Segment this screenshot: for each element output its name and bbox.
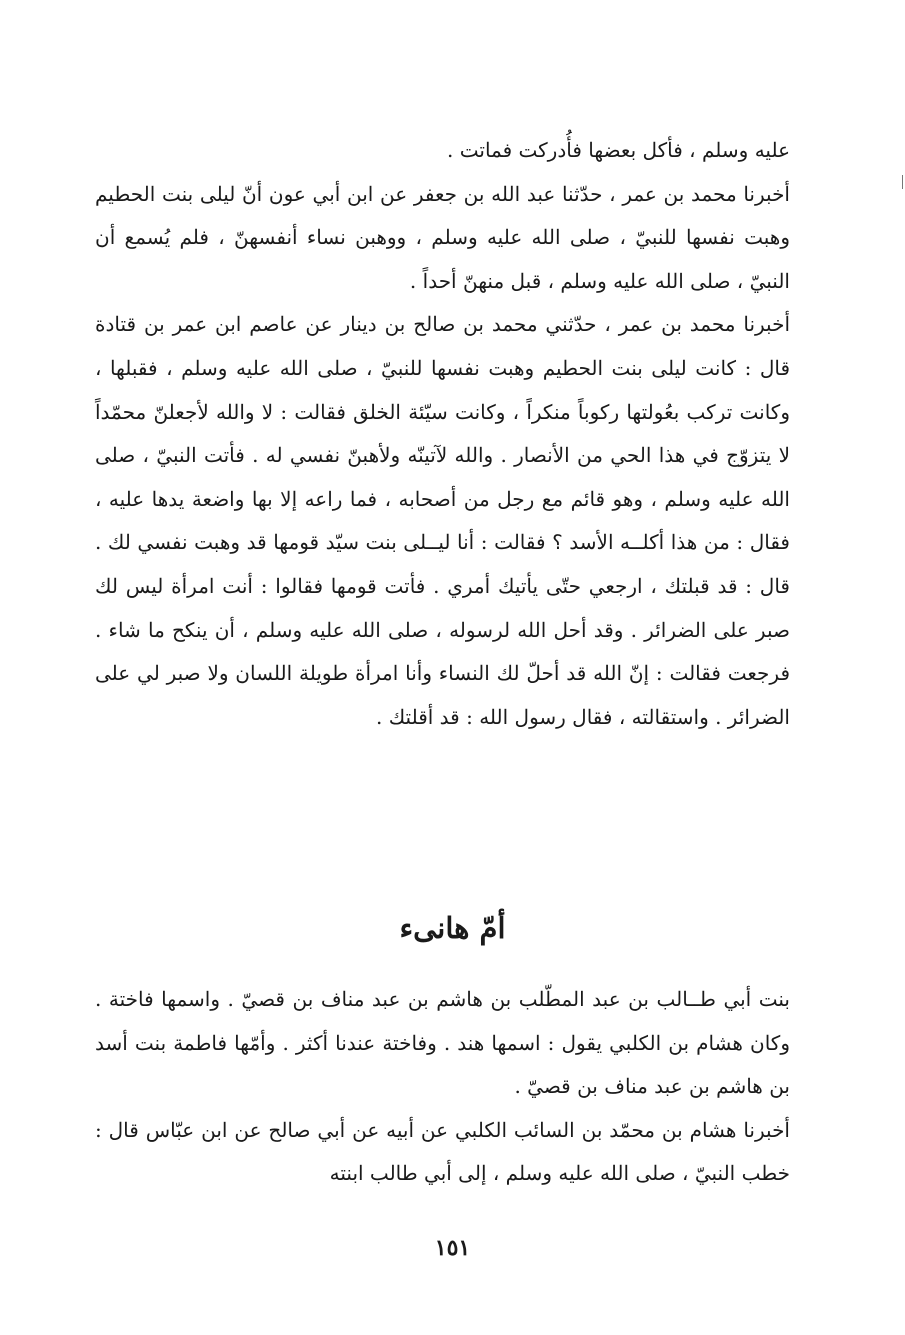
section-2-text [95, 978, 790, 1196]
section-1-text [95, 129, 790, 739]
paragraph-umm-hani-lineage: بنت أبي طــالب بن عبد المطّلب بن هاشم بن عبد مناف بن قصيّ . واسمها فاختة . وكان هشام بن الكلبي يقول : اسمها هند . وفاختة عندنا أكثر . وأمّها فاطمة بنت أسد بن هاشم بن عبد مناف بن قصيّ . [95, 987, 790, 1099]
section-heading: أمّ هانىء [399, 911, 506, 945]
scan-edge-mark [902, 175, 903, 189]
page-number: ١٥١ [434, 1235, 471, 1261]
paragraph-continued: عليه وسلم ، فأكل بعضها فأُدركت فماتت . [447, 138, 790, 162]
paragraph-umm-hani-hadith: أخبرنا هشام بن محمّد بن السائب الكلبي عن أبيه عن أبي صالح عن ابن عبّاس قال : خطب النبيّ ، صلى الله عليه وسلم ، إلى أبي طالب ابنته [95, 1117, 790, 1186]
paragraph-layla-hadith-1: أخبرنا محمد بن عمر ، حدّثنا عبد الله بن جعفر عن ابن أبي عون أنّ ليلى بنت الحطيم وهبت نفسها للنبيّ ، صلى الله عليه وسلم ، ووهبن نساء أنفسهنّ ، فلم يُسمع أن النبيّ ، صلى الله عليه وسلم ، قبل منهنّ أحداً . [95, 181, 790, 293]
paragraph-layla-hadith-2: أخبرنا محمد بن عمر ، حدّثني محمد بن صالح بن دينار عن عاصم ابن عمر بن قتادة قال : كانت ليلى بنت الحطيم وهبت نفسها للنبيّ ، صلى الله عليه وسلم ، فقبلها ، وكانت تركب بعُولتها ركوباً منكراً ، وكانت سيّئة الخلق فقالت : لا والله لأجعلنّ محمّداً لا يتزوّج في هذا الحي من الأنصار . والله لآتينّه ولأهبنّ نفسي له . فأتت النبيّ ، صلى الله عليه وسلم ، وهو قائم مع رجل من أصحابه ، فما راعه إلا بها واضعة يدها عليه ، فقال : من هذا أكلــه الأسد ؟ فقالت : أنا ليــلى بنت سيّد قومها قد وهبت نفسي لك . قال : قد قبلتك ، ارجعي حتّى يأتيك أمري . فأتت قومها فقالوا : أنت امرأة ليس لك صبر على الضرائر . وقد أحل الله لرسوله ، صلى الله عليه وسلم ، أن ينكح ما شاء . فرجعت فقالت : إنّ الله قد أحلّ لك النساء وأنا امرأة طويلة اللسان ولا صبر لي على الضرائر . واستقالته ، فقال رسول الله : قد أقلتك . [95, 312, 790, 729]
